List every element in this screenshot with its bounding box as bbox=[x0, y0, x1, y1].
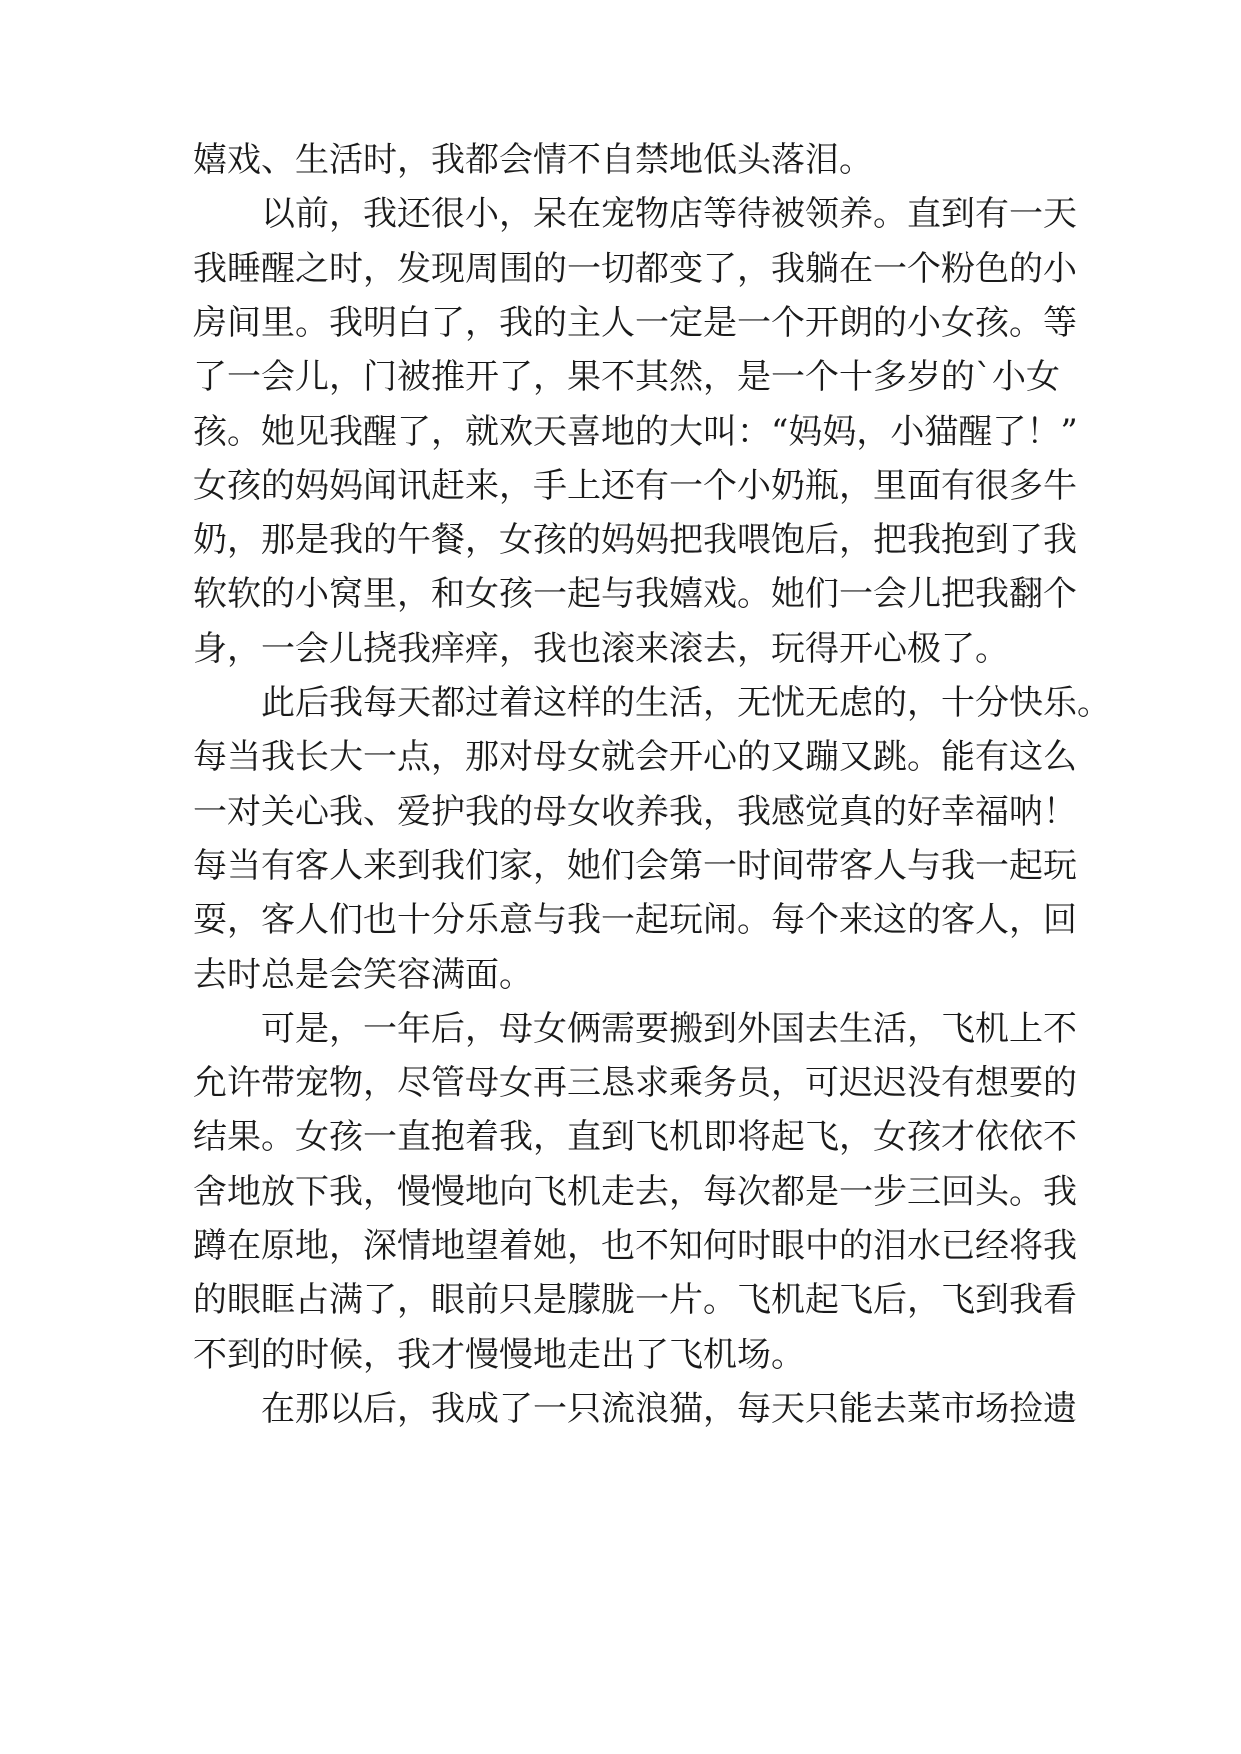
text-line: 舍地放下我，慢慢地向飞机走去，每次都是一步三回头。我 bbox=[193, 1171, 1077, 1212]
text-line: 结果。女孩一直抱着我，直到飞机即将起飞，女孩才依依不 bbox=[193, 1117, 1077, 1158]
text-line: 的眼眶占满了，眼前只是朦胧一片。飞机起飞后，飞到我看 bbox=[193, 1280, 1077, 1321]
text-line: 蹲在原地，深情地望着她，也不知何时眼中的泪水已经将我 bbox=[193, 1226, 1077, 1266]
text-line: 我睡醒之时，发现周围的一切都变了，我躺在一个粉色的小 bbox=[193, 248, 1077, 289]
text-line: 身，一会儿挠我痒痒，我也滚来滚去，玩得开心极了。 bbox=[193, 628, 1009, 669]
text-line: 女孩的妈妈闻讯赶来，手上还有一个小奶瓶，里面有很多牛 bbox=[193, 465, 1077, 506]
text-line: 耍，客人们也十分乐意与我一起玩闹。每个来这的客人，回 bbox=[193, 900, 1077, 941]
text-line: 房间里。我明白了，我的主人一定是一个开朗的小女孩。等 bbox=[193, 302, 1077, 343]
paragraph-first-line: 以前，我还很小，呆在宠物店等待被领养。直到有一天 bbox=[261, 194, 1077, 235]
text-line: 嬉戏、生活时，我都会情不自禁地低头落泪。 bbox=[193, 140, 873, 180]
text-line: 允许带宠物，尽管母女再三恳求乘务员，可迟迟没有想要的 bbox=[193, 1063, 1077, 1104]
text-line: 奶，那是我的午餐，女孩的妈妈把我喂饱后，把我抱到了我 bbox=[193, 520, 1077, 561]
text-line: 去时总是会笑容满面。 bbox=[193, 954, 533, 995]
paragraph-first-line: 可是，一年后，母女俩需要搬到外国去生活，飞机上不 bbox=[261, 1008, 1077, 1049]
text-line: 每当我长大一点，那对母女就会开心的又蹦又跳。能有这么 bbox=[193, 737, 1077, 778]
text-line: 不到的时候，我才慢慢地走出了飞机场。 bbox=[193, 1334, 805, 1375]
text-line: 孩。她见我醒了，就欢天喜地的大叫：“妈妈，小猫醒了！” bbox=[193, 411, 1078, 452]
text-line: 了一会儿，门被推开了，果不其然，是一个十多岁的`小女 bbox=[193, 357, 1060, 398]
text-line: 每当有客人来到我们家，她们会第一时间带客人与我一起玩 bbox=[193, 845, 1077, 886]
paragraph-first-line: 此后我每天都过着这样的生活，无忧无虑的，十分快乐。 bbox=[261, 683, 1111, 723]
paragraph-first-line: 在那以后，我成了一只流浪猫，每天只能去菜市场捡遗 bbox=[261, 1388, 1077, 1429]
text-line: 一对关心我、爱护我的母女收养我，我感觉真的好幸福呐！ bbox=[193, 791, 1077, 832]
text-line: 软软的小窝里，和女孩一起与我嬉戏。她们一会儿把我翻个 bbox=[193, 574, 1077, 615]
